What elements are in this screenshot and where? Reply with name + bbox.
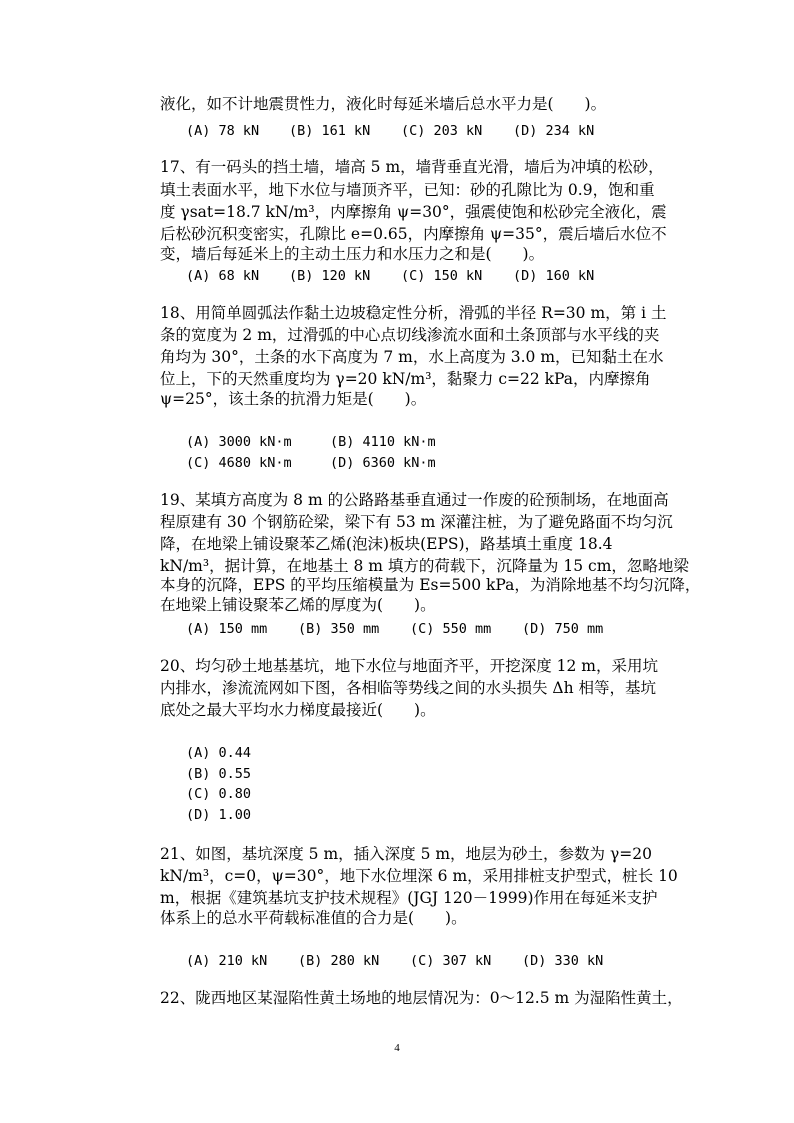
option-d: (D) 750 mm: [522, 621, 604, 637]
answer-options-row: [186, 619, 603, 639]
option-b: (B) 120 kN: [289, 268, 371, 284]
question-22-line: 22、陇西地区某湿陷性黄土场地的地层情况为：0～12.5 m 为湿陷性黄土，: [160, 989, 683, 1007]
option-b: (B) 4110 kN·m: [330, 434, 436, 450]
option-d: (D) 6360 kN·m: [330, 455, 436, 471]
option-a: (A) 150 mm: [186, 621, 268, 637]
answer-options-row: [186, 432, 436, 452]
option-b: (B) 0.55: [186, 766, 252, 782]
question-17-line: 17、有一码头的挡土墙，墙高 5 m，墙背垂直光滑，墙后为冲填的松砂，: [160, 158, 664, 176]
question-17-line: 填土表面水平，地下水位与墙顶齐平，已知：砂的孔隙比为 0.9，饱和重: [160, 181, 655, 199]
option-d: (D) 160 kN: [513, 268, 595, 284]
option-d: (D) 330 kN: [522, 953, 604, 969]
question-20-line: 底处之最大平均水力梯度最接近( )。: [160, 701, 436, 719]
question-19-line: 在地梁上铺设聚苯乙烯的厚度为( )。: [160, 596, 436, 614]
question-18-line: 角均为 30°，土条的水下高度为 7 m，水上高度为 3.0 m，已知黏土在水: [160, 348, 664, 366]
question-text-line: 液化，如不计地震贯性力，液化时每延米墙后总水平力是( )。: [160, 95, 607, 113]
question-18-line: ψ=25°，该土条的抗滑力矩是( )。: [160, 390, 427, 408]
option-c: (C) 307 kN: [410, 953, 492, 969]
question-21-line: m，根据《建筑基坑支护技术规程》(JGJ 120－1999)作用在每延米支护: [160, 889, 658, 907]
question-19-line: 降，在地梁上铺设聚苯乙烯(泡沫)板块(EPS)，路基填土重度 18.4: [160, 535, 613, 553]
question-20-line: 20、均匀砂土地基基坑，地下水位与地面齐平，开挖深度 12 m，采用坑: [160, 657, 659, 675]
question-19-line: 19、某填方高度为 8 m 的公路路基垂直通过一作废的砼预制场，在地面高: [160, 491, 669, 509]
option-d: (D) 1.00: [186, 807, 252, 823]
question-18-line: 条的宽度为 2 m，过滑弧的中心点切线渗流水面和土条顶部与水平线的夹: [160, 326, 660, 344]
option-c: (C) 550 mm: [410, 621, 492, 637]
option-c: (C) 150 kN: [401, 268, 483, 284]
option-b: (B) 350 mm: [298, 621, 380, 637]
question-21-line: kN/m³，c=0，ψ=30°，地下水位埋深 6 m，采用排桩支护型式，桩长 10: [160, 867, 678, 885]
option-b: (B) 280 kN: [298, 953, 380, 969]
answer-options-row: [186, 266, 594, 286]
question-18-line: 18、用简单圆弧法作黏土边坡稳定性分析，滑弧的半径 R=30 m，第 i 土: [160, 304, 667, 322]
option-a: (A) 68 kN: [186, 268, 260, 284]
question-21-line: 21、如图，基坑深度 5 m，插入深度 5 m，地层为砂土，参数为 γ=20: [160, 845, 652, 863]
option-a: (A) 0.44: [186, 745, 252, 761]
question-20-line: 内排水，渗流流网如下图，各相临等势线之间的水头损失 Δh 相等，基坑: [160, 679, 657, 697]
option-b: (B) 161 kN: [289, 123, 371, 139]
answer-options-row: [186, 121, 594, 141]
answer-options-row: [186, 453, 436, 473]
question-17-line: 度 γsat=18.7 kN/m³，内摩擦角 ψ=30°，强震使饱和松砂完全液化，震: [160, 203, 667, 221]
option-d: (D) 234 kN: [513, 123, 595, 139]
question-17-line: 变，墙后每延米上的主动土压力和水压力之和是( )。: [160, 245, 545, 263]
question-19-line: kN/m³，据计算，在地基土 8 m 填方的荷载下，沉降量为 15 cm，忽略地梁: [160, 557, 689, 575]
question-19-line: 程原建有 30 个钢筋砼梁，梁下有 53 m 深灌注桩，为了避免路面不均匀沉: [160, 513, 673, 531]
answer-options-row: [186, 951, 603, 971]
option-c: (C) 4680 kN·m: [186, 455, 292, 471]
option-c: (C) 0.80: [186, 786, 252, 802]
option-a: (A) 78 kN: [186, 123, 260, 139]
question-17-line: 后松砂沉积变密实，孔隙比 e=0.65，内摩擦角 ψ=35°，震后墙后水位不: [160, 225, 667, 243]
question-19-line: 本身的沉降，EPS 的平均压缩模量为 Es=500 kPa，为消除地基不均匀沉降，: [160, 576, 701, 594]
page-number: 4: [394, 1042, 400, 1054]
option-c: (C) 203 kN: [401, 123, 483, 139]
option-a: (A) 210 kN: [186, 953, 268, 969]
option-a: (A) 3000 kN·m: [186, 434, 292, 450]
question-21-line: 体系上的总水平荷载标准值的合力是( )。: [160, 909, 467, 927]
question-18-line: 位上，下的天然重度均为 γ=20 kN/m³，黏聚力 c=22 kPa，内摩擦角: [160, 370, 651, 388]
